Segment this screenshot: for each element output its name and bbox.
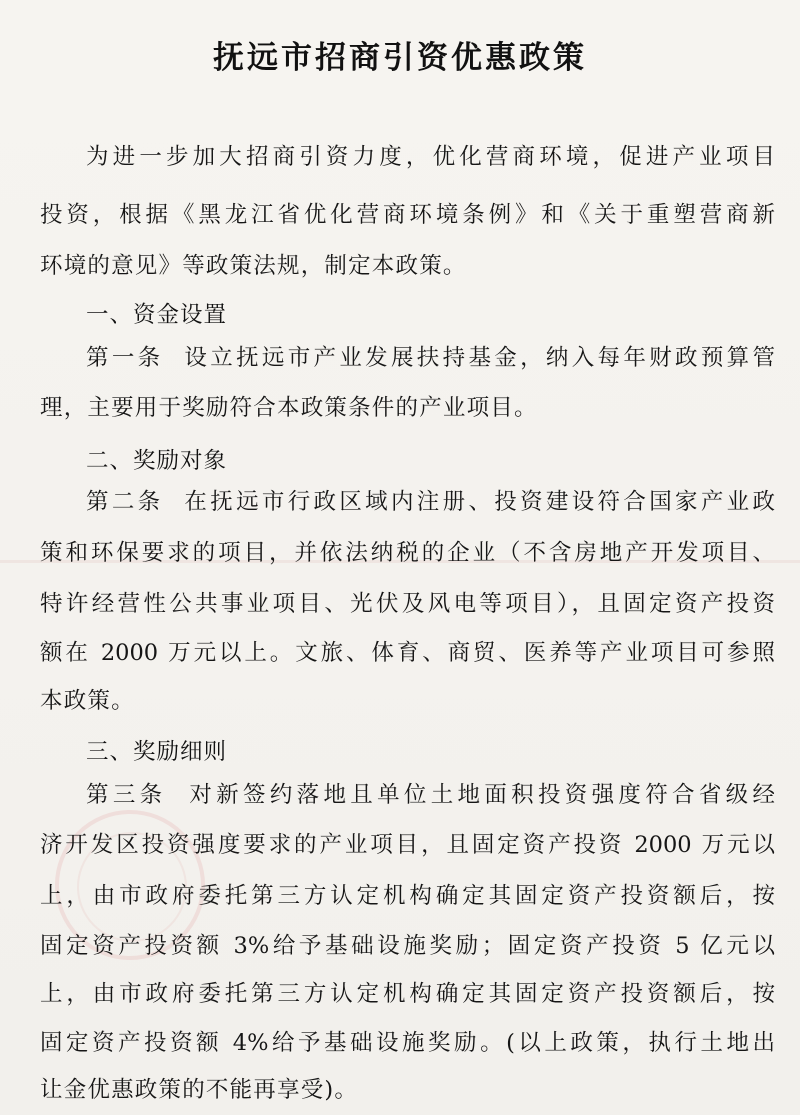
intro-line-1: 为进一步加大招商引资力度，优化营商环境，促进产业项目: [86, 144, 775, 170]
article-label-2: 第二条: [86, 489, 164, 515]
article-3-line-3: 上，由市政府委托第三方认定机构确定其固定资产投资额后，按: [40, 883, 775, 909]
article-3-line-4: 固定资产投资额 3%给予基础设施奖励；固定资产投资 5 亿元以: [40, 933, 775, 959]
article-3-line-1: [86, 784, 775, 807]
article-1-line-2: 理，主要用于奖励符合本政策条件的产业项目。: [40, 395, 538, 421]
section-heading-3: 三、奖励细则: [86, 739, 228, 765]
article-2-line-4: 额在 2000 万元以上。文旅、体育、商贸、医养等产业项目可参照: [40, 640, 775, 666]
article-3-text-1: 对新签约落地且单位土地面积投资强度符合省级经: [189, 782, 775, 808]
article-3-line-5: 上，由市政府委托第三方认定机构确定其固定资产投资额后，按: [40, 981, 775, 1007]
article-2-text-1: 在抚远市行政区域内注册、投资建设符合国家产业政: [184, 489, 775, 515]
article-2-line-1: [86, 491, 775, 514]
article-label-1: 第一条: [86, 345, 164, 371]
article-3-line-7: 让金优惠政策的不能再享受)。: [40, 1077, 359, 1103]
intro-line-3: 环境的意见》等政策法规，制定本政策。: [40, 253, 467, 279]
article-2-line-3: 特许经营性公共事业项目、光伏及风电等项目），且固定资产投资: [40, 591, 775, 617]
article-label-3: 第三条: [86, 782, 167, 808]
article-1-text-1: 设立抚远市产业发展扶持基金，纳入每年财政预算管: [184, 345, 775, 371]
section-heading-1: 一、资金设置: [86, 302, 228, 328]
section-heading-2: 二、奖励对象: [86, 448, 228, 474]
article-3-line-2: 济开发区投资强度要求的产业项目，且固定资产投资 2000 万元以: [40, 832, 775, 858]
intro-line-2: 投资，根据《黑龙江省优化营商环境条例》和《关于重塑营商新: [40, 202, 775, 228]
article-3-line-6: 固定资产投资额 4%给予基础设施奖励。(以上政策，执行土地出: [40, 1030, 775, 1056]
article-1-line-1: [86, 347, 775, 370]
document-title: 抚远市招商引资优惠政策: [213, 40, 587, 76]
article-2-line-5: 本政策。: [40, 688, 135, 714]
article-2-line-2: 策和环保要求的项目，并依法纳税的企业（不含房地产开发项目、: [40, 540, 775, 566]
